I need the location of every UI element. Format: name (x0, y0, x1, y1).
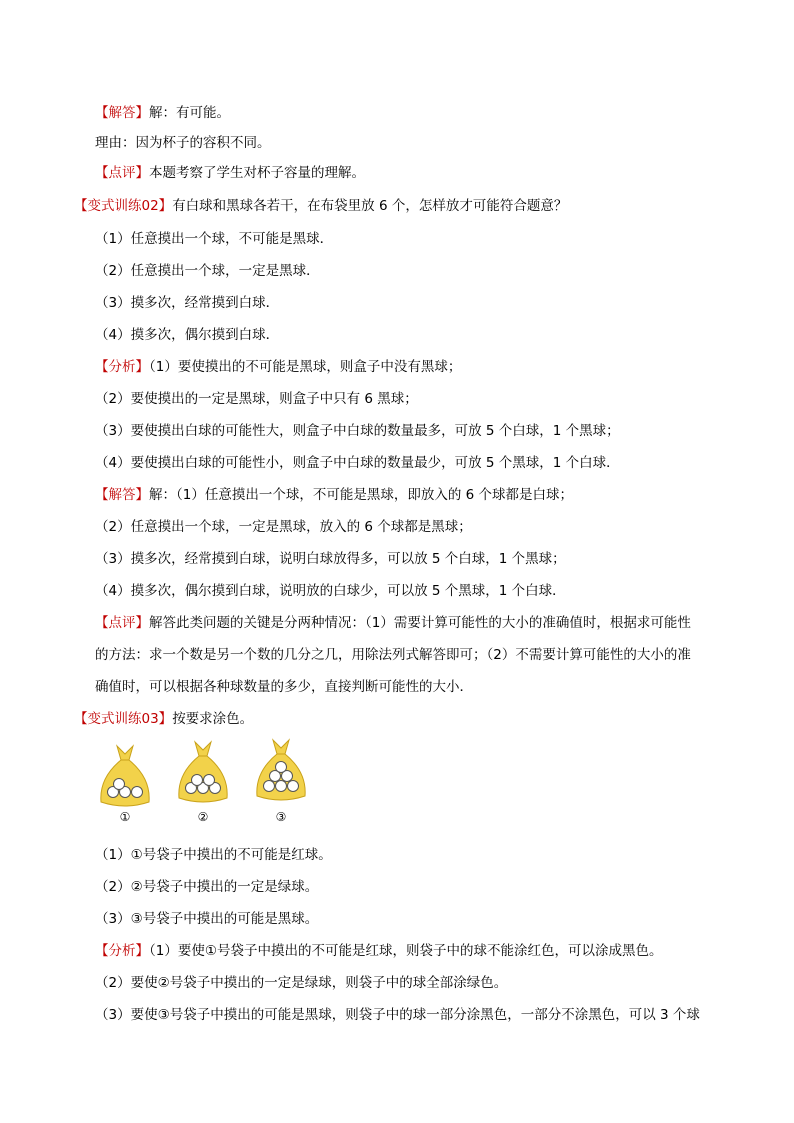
bag-2-image (173, 738, 233, 808)
analysis-line (95, 974, 507, 992)
answer-line (95, 486, 573, 504)
line-text: 理由：因为杯子的容积不同。 (95, 135, 271, 151)
answer-line (95, 550, 566, 568)
bag-icon (251, 736, 311, 806)
reason-line (95, 134, 271, 152)
bag-icon (95, 742, 155, 812)
exercise-02-heading (74, 197, 567, 215)
tag-label: 【点评】 (95, 165, 149, 181)
question-line (95, 846, 332, 864)
line-text: （4）摸多次，偶尔摸到白球． (95, 327, 280, 343)
line-text: （3）摸多次，经常摸到白球． (95, 295, 280, 311)
line-text: 解答此类问题的关键是分两种情况：（1）需要计算可能性的大小的准确值时，根据求可能性 (149, 615, 691, 631)
analysis-line (95, 358, 461, 376)
tag-label: 【分析】 (95, 359, 149, 375)
line-text: 确值时，可以根据各种球数量的多少，直接判断可能性的大小． (95, 679, 473, 695)
comment-line (95, 614, 691, 632)
bag-label: ② (197, 810, 209, 824)
line-text: （2）任意摸出一个球，一定是黑球． (95, 263, 320, 279)
line-text: 解：有可能。 (149, 105, 230, 121)
bag-1-image (95, 742, 155, 812)
question-line (95, 878, 318, 896)
question-line (95, 910, 318, 928)
comment-line (95, 164, 365, 182)
bag-icon (173, 738, 233, 808)
line-text: （3）摸多次，经常摸到白球，说明白球放得多，可以放 5 个白球，1 个黑球； (95, 551, 566, 567)
analysis-line (95, 1006, 700, 1024)
answer-line (95, 518, 472, 536)
analysis-line (95, 942, 662, 960)
question-line (95, 230, 333, 248)
exercise-03-heading (74, 710, 253, 728)
analysis-line (95, 422, 620, 440)
question-line (95, 294, 279, 312)
analysis-line (95, 454, 620, 472)
bag-label: ③ (275, 810, 287, 824)
question-line (95, 326, 279, 344)
comment-line (95, 678, 473, 696)
line-text: （3）③号袋子中摸出的可能是黑球。 (95, 911, 319, 927)
line-text: 按要求涂色。 (172, 711, 254, 727)
question-line (95, 262, 320, 280)
answer-line (95, 582, 566, 600)
line-text: 有白球和黑球各若干，在布袋里放 6 个，怎样放才可能符合题意？ (172, 198, 568, 214)
bag-3-image (251, 736, 311, 806)
line-text: （1）①号袋子中摸出的不可能是红球。 (95, 847, 332, 863)
line-text: （4）摸多次，偶尔摸到白球，说明放的白球少，可以放 5 个黑球，1 个白球． (95, 583, 566, 599)
comment-line (95, 646, 691, 664)
line-text: 解：（1）任意摸出一个球，不可能是黑球，即放入的 6 个球都是白球； (149, 487, 574, 503)
tag-label: 【变式训练02】 (74, 198, 173, 214)
line-text: （2）要使②号袋子中摸出的一定是绿球，则袋子中的球全部涂绿色。 (95, 975, 508, 991)
tag-label: 【解答】 (95, 487, 149, 503)
line-text: （1）要使①号袋子中摸出的不可能是红球，则袋子中的球不能涂红色，可以涂成黑色。 (149, 943, 663, 959)
line-text: （1）任意摸出一个球，不可能是黑球． (95, 231, 334, 247)
line-text: （1）要使摸出的不可能是黑球，则盒子中没有黑球； (149, 359, 462, 375)
answer-line (95, 104, 230, 122)
tag-label: 【点评】 (95, 615, 149, 631)
analysis-line (95, 390, 418, 408)
line-text: （2）②号袋子中摸出的一定是绿球。 (95, 879, 319, 895)
bags-illustration (95, 736, 315, 832)
tag-label: 【变式训练03】 (74, 711, 173, 727)
line-text: （4）要使摸出白球的可能性小，则盒子中白球的数量最少，可放 5 个黑球，1 个白球． (95, 455, 620, 471)
line-text: 本题考察了学生对杯子容量的理解。 (149, 165, 365, 181)
line-text: （2）要使摸出的一定是黑球，则盒子中只有 6 黑球； (95, 391, 418, 407)
bag-label: ① (119, 810, 131, 824)
tag-label: 【分析】 (95, 943, 149, 959)
tag-label: 【解答】 (95, 105, 149, 121)
line-text: 的方法：求一个数是另一个数的几分之几，用除法列式解答即可；（2）不需要计算可能性的大小的准 (95, 647, 691, 663)
line-text: （3）要使摸出白球的可能性大，则盒子中白球的数量最多，可放 5 个白球，1 个黑球； (95, 423, 620, 439)
line-text: （2）任意摸出一个球，一定是黑球，放入的 6 个球都是黑球； (95, 519, 472, 535)
line-text: （3）要使③号袋子中摸出的可能是黑球，则袋子中的球一部分涂黑色，一部分不涂黑色，可以 3 个球 (95, 1007, 700, 1023)
